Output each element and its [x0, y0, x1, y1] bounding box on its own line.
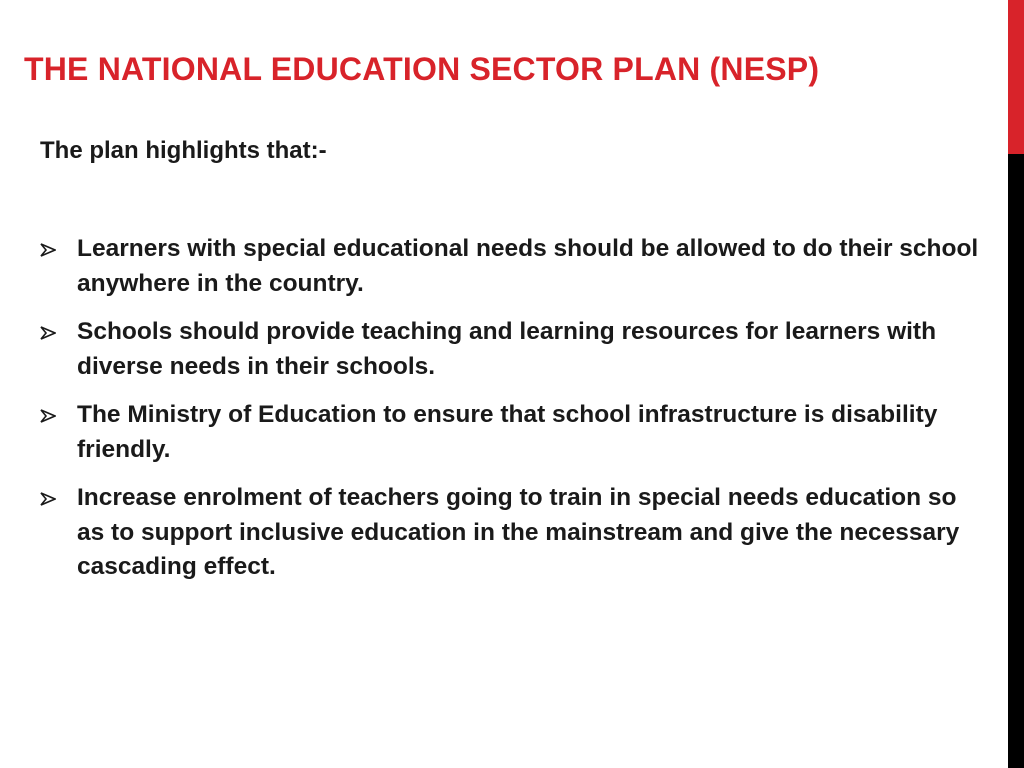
bullet-item	[40, 481, 980, 585]
slide-title: THE NATIONAL EDUCATION SECTOR PLAN (NESP)	[24, 51, 820, 87]
arrowhead-bullet-icon	[40, 326, 56, 340]
bullet-list	[40, 232, 980, 599]
bullet-item	[40, 232, 980, 301]
accent-bar-red	[1008, 0, 1024, 154]
bullet-text: Increase enrolment of teachers going to train in special needs education so as to support inclusive education in the mainstream and give the necessary cascading effect.	[77, 484, 960, 580]
accent-bar-black	[1008, 154, 1024, 768]
bullet-item	[40, 398, 980, 467]
arrowhead-bullet-icon	[40, 243, 56, 257]
bullet-text: The Ministry of Education to ensure that school infrastructure is disability friendly.	[77, 401, 938, 463]
bullet-text: Schools should provide teaching and learning resources for learners with diverse needs in their schools.	[77, 318, 937, 380]
arrowhead-bullet-icon	[40, 492, 56, 506]
bullet-item	[40, 315, 980, 384]
intro-text: The plan highlights that:-	[40, 137, 327, 164]
arrowhead-bullet-icon	[40, 409, 56, 423]
bullet-text: Learners with special educational needs should be allowed to do their school anywhere in the country.	[77, 235, 979, 297]
